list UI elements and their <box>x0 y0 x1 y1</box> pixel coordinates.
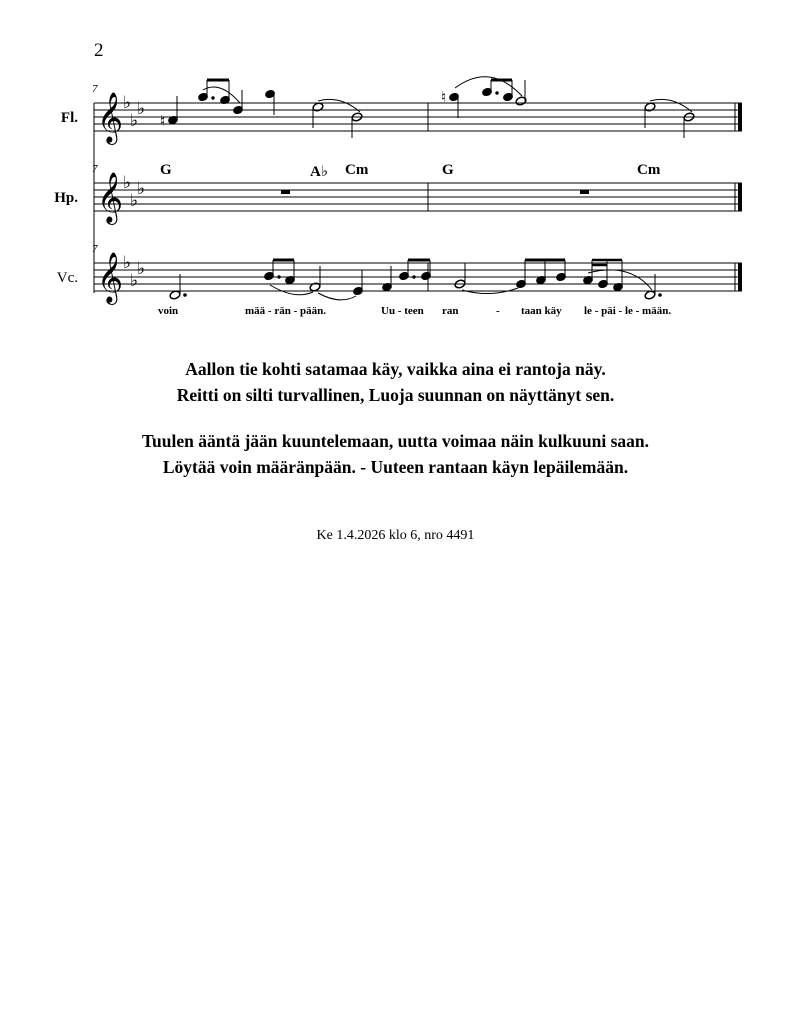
page-number: 2 <box>94 40 104 61</box>
staff-harp <box>94 183 742 211</box>
lyric-syllable: voin <box>158 305 179 317</box>
flute-notes <box>160 77 695 138</box>
stanza-line: Reitti on silti turvallinen, Luoja suunnan on näyttänyt sen. <box>176 385 615 405</box>
treble-clef-flute <box>97 93 123 145</box>
stanza-line: Löytää voin määränpään. - Uuteen rantaan käyn lepäilemään. <box>162 457 629 477</box>
lyric-syllable: mää - rän - pään. <box>245 305 326 317</box>
instrument-label-cello: Vc. <box>56 270 78 286</box>
svg-text:𝄞: 𝄞 <box>97 93 124 142</box>
staff-cello <box>94 263 742 291</box>
stanza-2 <box>0 428 791 480</box>
treble-clef-harp <box>97 173 123 225</box>
svg-text:♭: ♭ <box>123 253 132 272</box>
svg-text:♭: ♭ <box>130 191 139 210</box>
measure-number-flute: 7 <box>92 83 98 95</box>
svg-text:𝄞: 𝄞 <box>97 173 124 222</box>
svg-text:♭: ♭ <box>130 111 139 130</box>
svg-text:♭: ♭ <box>130 271 139 290</box>
footer-date: Ke 1.4.2026 klo 6, nro 4491 <box>316 528 475 543</box>
svg-text:♭: ♭ <box>137 259 146 278</box>
chord-symbol: G <box>442 162 454 178</box>
lyric-syllable: le - päi - le - mään. <box>584 305 672 317</box>
svg-text:♭: ♭ <box>137 99 146 118</box>
lyric-syllable: taan käy <box>521 305 562 317</box>
stanza-line: Aallon tie kohti satamaa käy, vaikka aina ei rantoja näy. <box>185 359 606 379</box>
svg-text:♭: ♭ <box>123 93 132 112</box>
svg-text:♭: ♭ <box>123 173 132 192</box>
stanza-line: Tuulen ääntä jään kuuntelemaan, uutta voimaa näin kulkuuni saan. <box>141 431 650 451</box>
instrument-label-harp: Hp. <box>54 190 78 206</box>
svg-text:𝄞: 𝄞 <box>97 253 124 302</box>
measure-number-cello: 7 <box>92 243 98 255</box>
rest-harp-2 <box>580 190 589 194</box>
rest-harp-1 <box>281 190 290 194</box>
chord-symbol: Cm <box>637 162 661 178</box>
lyric-syllable: ran <box>442 305 459 317</box>
chord-symbol: Cm <box>345 162 369 178</box>
svg-text:♭: ♭ <box>137 179 146 198</box>
lyric-syllable: - <box>496 305 500 317</box>
stanza-1 <box>0 356 791 408</box>
cello-notes <box>169 260 661 300</box>
svg-text:♮: ♮ <box>441 90 447 106</box>
treble-clef-cello <box>97 253 123 305</box>
music-system <box>0 0 791 330</box>
chord-symbol: G <box>160 162 172 178</box>
measure-number-harp: 7 <box>92 163 98 175</box>
instrument-label-flute: Fl. <box>60 110 78 126</box>
lyric-syllable: Uu - teen <box>381 305 424 317</box>
chord-symbol: A♭ <box>310 164 328 180</box>
svg-text:♮: ♮ <box>160 114 166 130</box>
